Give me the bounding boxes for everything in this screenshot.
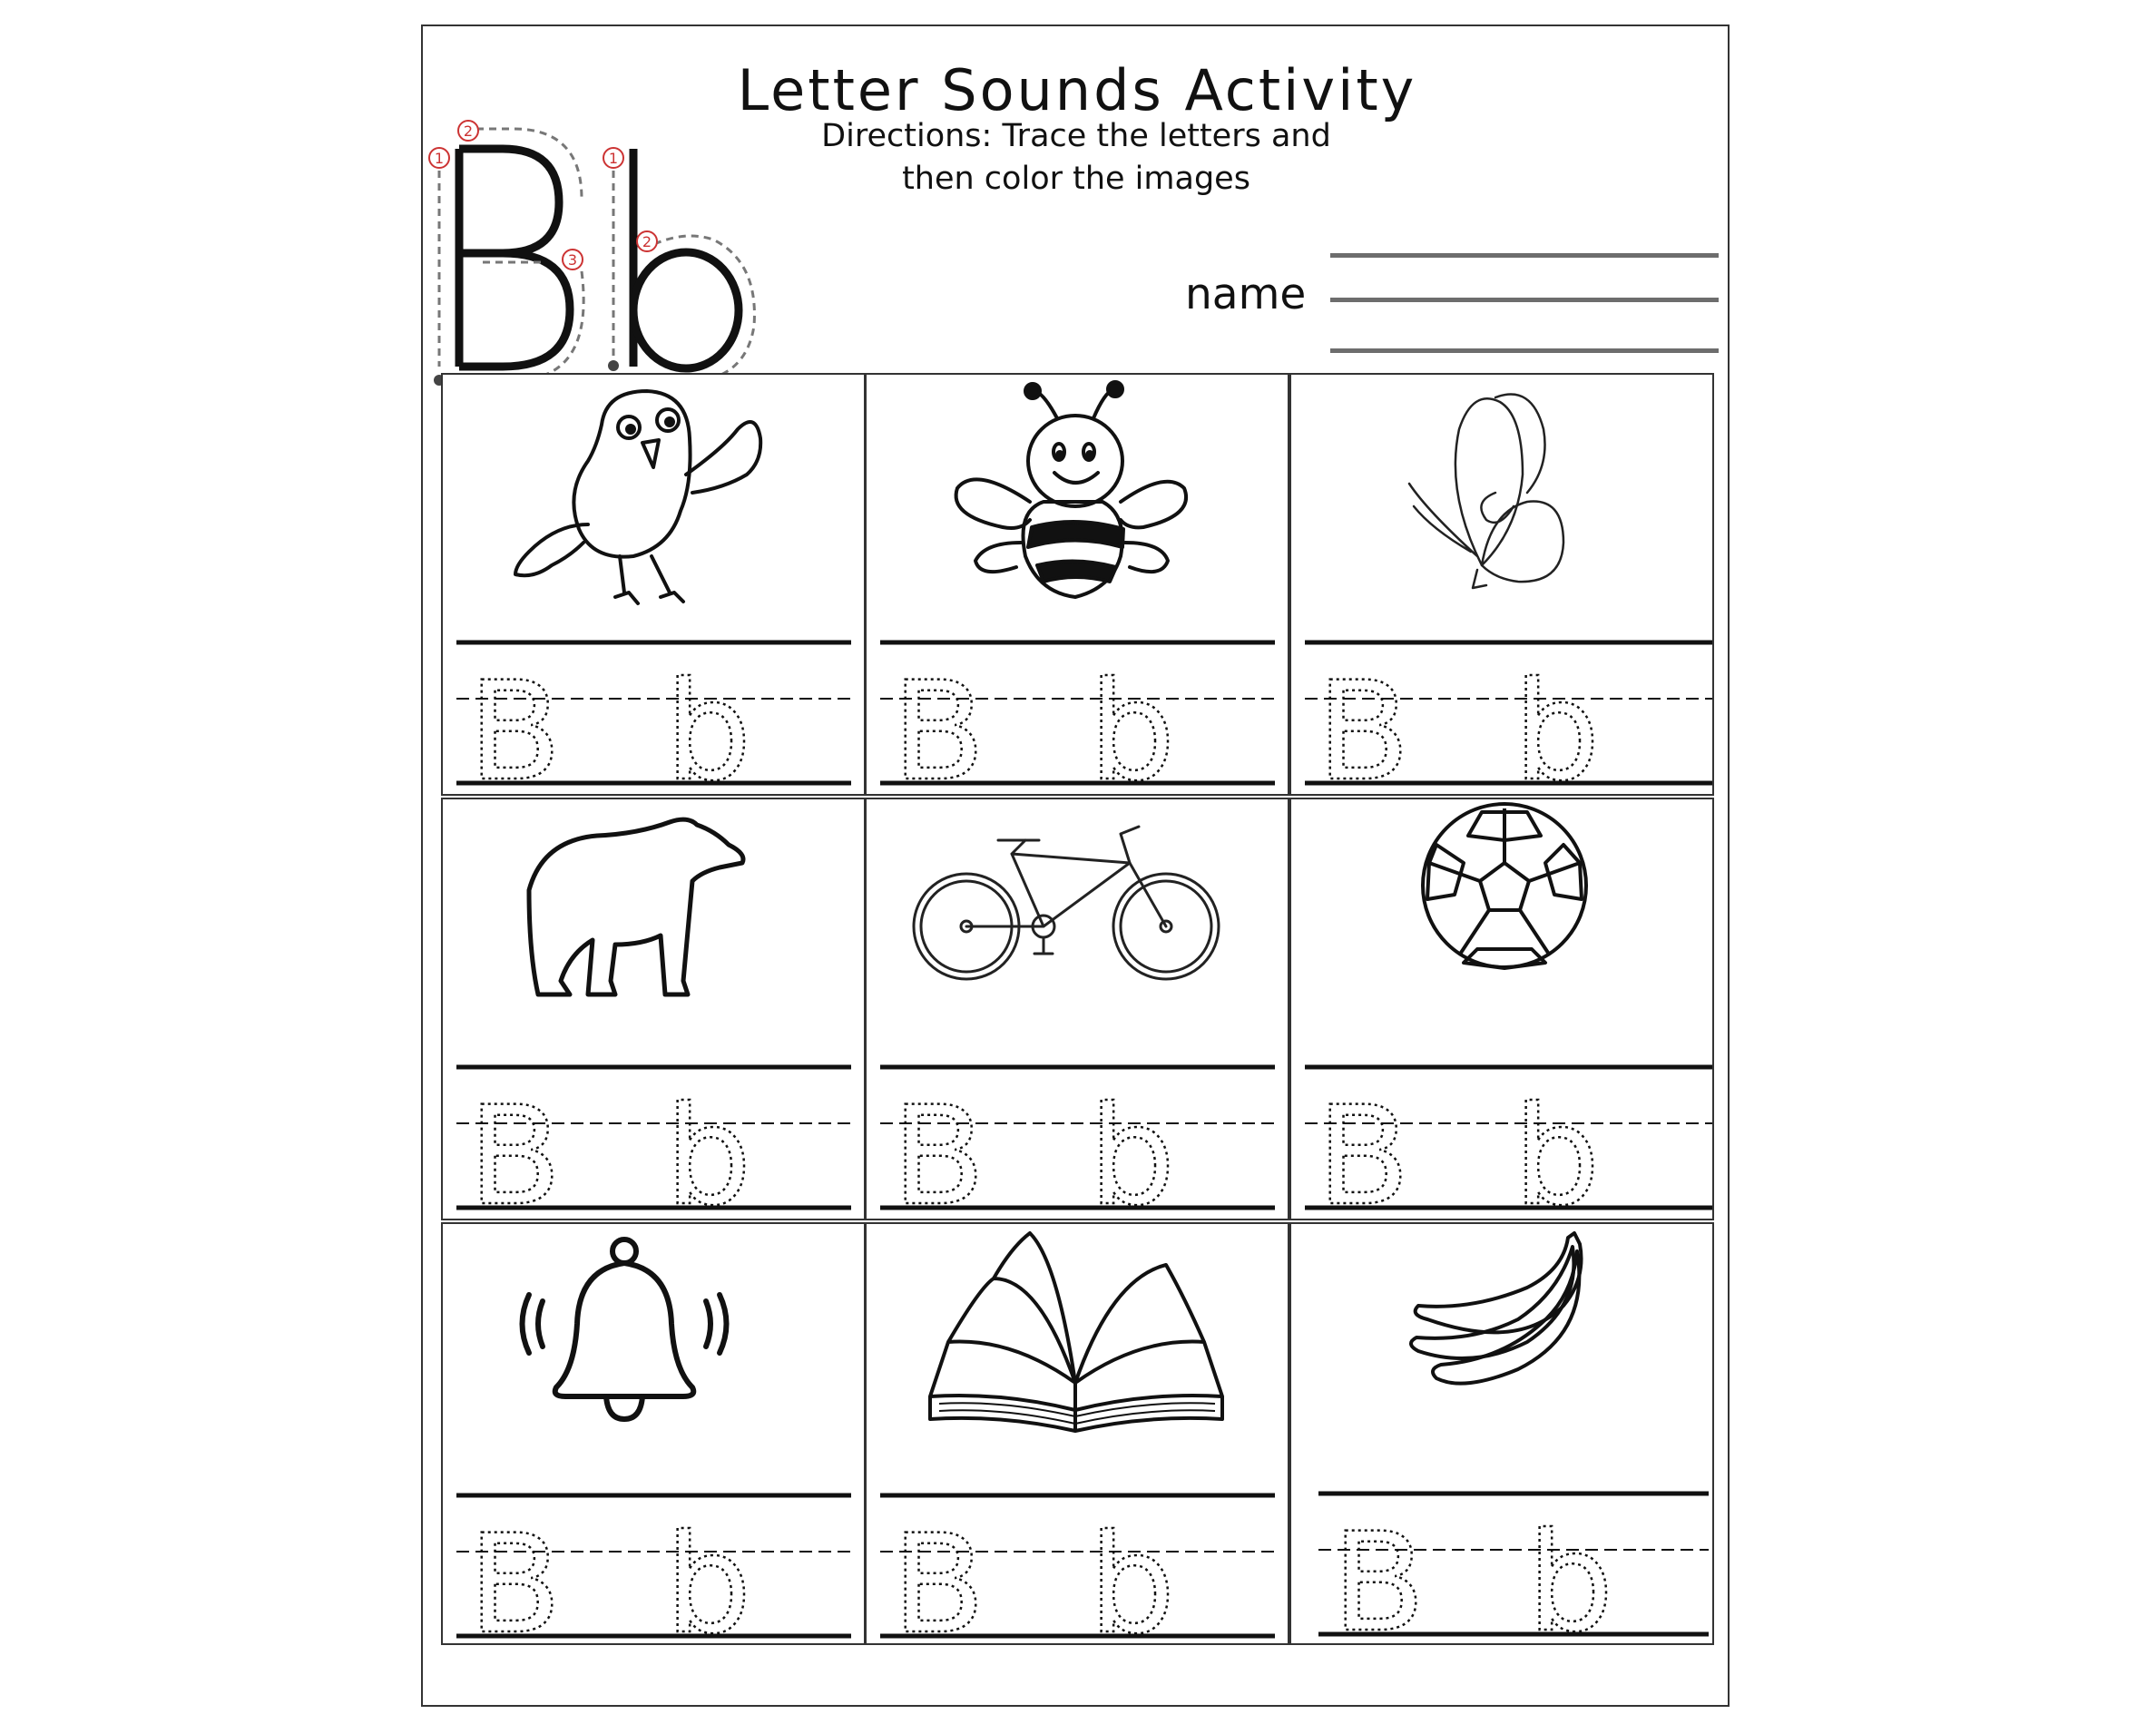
lowercase-b-guide xyxy=(603,148,754,382)
stroke-number: 1 xyxy=(608,150,619,167)
cell-ball xyxy=(1289,798,1714,1220)
trace-row[interactable] xyxy=(1291,1483,1712,1641)
trace-row[interactable] xyxy=(867,1483,1288,1641)
trace-lower-b: b xyxy=(1514,1078,1601,1217)
trace-upper-b: B xyxy=(468,653,562,792)
name-label: name xyxy=(1185,269,1307,319)
trace-upper-b: B xyxy=(468,1506,562,1641)
bird-icon[interactable] xyxy=(443,375,864,633)
cell-bicycle xyxy=(865,798,1289,1220)
stroke-order-letters xyxy=(423,81,804,389)
butterfly-icon[interactable] xyxy=(1291,375,1712,633)
stroke-number: 1 xyxy=(434,150,445,167)
trace-row[interactable] xyxy=(443,633,864,792)
bell-icon[interactable] xyxy=(443,1224,864,1483)
trace-lower-b: b xyxy=(665,1078,752,1217)
trace-lower-b: b xyxy=(1089,1506,1176,1641)
bear-icon[interactable] xyxy=(443,799,864,1058)
trace-upper-b: B xyxy=(892,653,985,792)
trace-lower-b: b xyxy=(1089,1078,1176,1217)
book-icon[interactable] xyxy=(867,1224,1288,1483)
cell-bird xyxy=(441,373,866,796)
trace-upper-b: B xyxy=(468,1078,562,1217)
cell-banana xyxy=(1289,1222,1714,1645)
picture-grid xyxy=(441,373,1714,1674)
trace-upper-b: B xyxy=(892,1506,985,1641)
trace-row[interactable] xyxy=(1291,633,1712,792)
stroke-number: 2 xyxy=(463,122,474,140)
cell-bear xyxy=(441,798,866,1220)
name-line-middle[interactable] xyxy=(1330,298,1719,302)
trace-upper-b: B xyxy=(1317,653,1410,792)
page-title: Letter Sounds Activity xyxy=(737,57,1417,123)
name-line-bottom[interactable] xyxy=(1330,348,1719,353)
trace-lower-b: b xyxy=(1089,653,1176,792)
trace-lower-b: b xyxy=(1527,1504,1614,1641)
worksheet-page xyxy=(421,24,1730,1707)
cell-butterfly xyxy=(1289,373,1714,796)
trace-lower-b: b xyxy=(665,653,752,792)
trace-row[interactable] xyxy=(1291,1058,1712,1217)
trace-row[interactable] xyxy=(867,633,1288,792)
trace-lower-b: b xyxy=(665,1506,752,1641)
trace-upper-b: B xyxy=(1317,1078,1410,1217)
trace-lower-b: b xyxy=(1514,653,1601,792)
trace-upper-b: B xyxy=(1332,1504,1426,1641)
trace-row[interactable] xyxy=(867,1058,1288,1217)
ball-icon[interactable] xyxy=(1291,799,1712,1058)
banana-icon[interactable] xyxy=(1291,1224,1712,1483)
bicycle-icon[interactable] xyxy=(867,799,1288,1058)
stroke-number: 2 xyxy=(642,233,652,250)
uppercase-b-guide xyxy=(429,121,583,386)
stroke-number: 3 xyxy=(567,251,578,269)
cell-bee xyxy=(865,373,1289,796)
cell-book xyxy=(865,1222,1289,1645)
trace-row[interactable] xyxy=(443,1483,864,1641)
trace-upper-b: B xyxy=(892,1078,985,1217)
cell-bell xyxy=(441,1222,866,1645)
directions-text: Directions: Trace the letters and then color the images xyxy=(821,118,1331,197)
name-line-top[interactable] xyxy=(1330,253,1719,258)
bee-icon[interactable] xyxy=(867,375,1288,633)
trace-row[interactable] xyxy=(443,1058,864,1217)
